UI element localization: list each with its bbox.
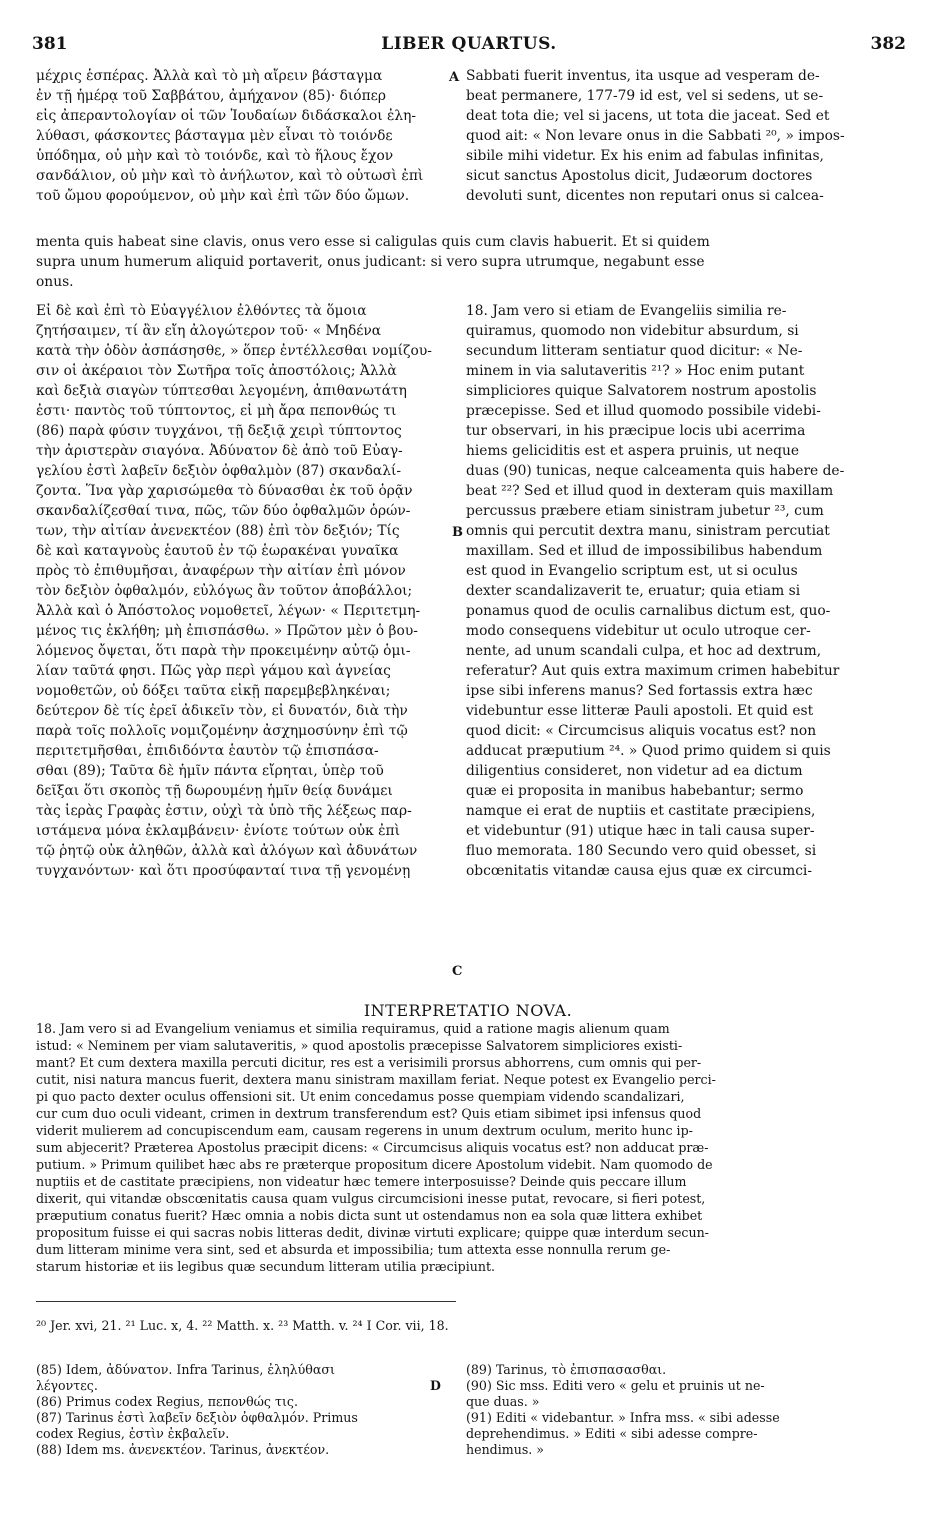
latin-text-line: obcœnitatis vitandæ causa ejus quæ ex circumci- bbox=[466, 863, 813, 879]
footnote-rule bbox=[36, 1301, 456, 1302]
greek-text-line: τὰς ἱερὰς Γραφὰς ἐστιν, οὐχὶ τὰ ὑπὸ τῆς λέξεως παρ- bbox=[36, 803, 412, 819]
critical-note-line: (85) Idem, ἀδύνατον. Infra Tarinus, ἐληλύθασι bbox=[36, 1362, 335, 1377]
interpretatio-line: pi quo pacto dexter oculus offensioni sit. Ut enim concedamus posse quempiam videndo scandalizari, bbox=[36, 1089, 685, 1104]
critical-note-line: (86) Primus codex Regius, πεπονθώς τις. bbox=[36, 1394, 298, 1409]
greek-text-line: σκανδαλίζεσθαί τινα, πῶς, τῶν δύο ὀφθαλμῶν ὁρών- bbox=[36, 503, 411, 519]
greek-text-line: ἐν τῇ ἡμέρᾳ τοῦ Σαββάτου, ἀμήχανον (85)· διόπερ bbox=[36, 88, 386, 104]
latin-text-line: quiramus, quomodo non videbitur absurdum, si bbox=[466, 323, 799, 339]
latin-text-line: quod dicit: « Circumcisus aliquis vocatus est? non bbox=[466, 723, 817, 739]
greek-text-line: ιστάμενα μόνα ἐκλαμβάνειν· ἐνίοτε τούτων οὐκ ἐπὶ bbox=[36, 823, 401, 839]
latin-text-line: ponamus quod de oculis carnalibus dictum est, quo- bbox=[466, 603, 831, 619]
greek-text-line: Εἰ δὲ καὶ ἐπὶ τὸ Εὐαγγέλιον ἐλθόντες τὰ ὅμοια bbox=[36, 303, 367, 319]
critical-note-line: (89) Tarinus, τὸ ἐπισπασασθαι. bbox=[466, 1362, 667, 1377]
greek-text-line: λίαν ταῦτά φησι. Πῶς γὰρ περὶ γάμου καὶ ἁγνείας bbox=[36, 663, 391, 679]
latin-text-line: adducat præputium ²⁴. » Quod primo quidem si quis bbox=[466, 743, 831, 759]
interpretatio-line: cutit, nisi natura mancus fuerit, dextera manu sinistram maxillam feriat. Neque potest ex Evangelio perci- bbox=[36, 1072, 716, 1087]
interpretatio-line: 18. Jam vero si ad Evangelium veniamus et similia requiramus, quid a ratione magis alienum quam bbox=[36, 1021, 670, 1036]
scripture-references: ²⁰ Jer. xvi, 21. ²¹ Luc. x, 4. ²² Matth. x. ²³ Matth. v. ²⁴ I Cor. vii, 18. bbox=[36, 1318, 449, 1333]
interpretatio-line: dum litteram minime vera sint, sed et absurda et impossibilia; tum attexta esse nonnulla rerum ge- bbox=[36, 1242, 671, 1257]
greek-text-line: γελίου ἐστὶ λαβεῖν δεξιὸν ὀφθαλμὸν (87) σκανδαλί- bbox=[36, 463, 402, 479]
latin-text-line: modo consequens videbitur ut oculo utroque cer- bbox=[466, 623, 811, 639]
critical-note-line: hendimus. » bbox=[466, 1442, 544, 1457]
critical-note-line: (87) Tarinus ἐστὶ λαβεῖν δεξιὸν ὀφθαλμόν. Primus bbox=[36, 1410, 358, 1425]
latin-text-line: præcepisse. Sed et illud quomodo possibile videbi- bbox=[466, 403, 821, 419]
greek-text-line: λύθασι, φάσκοντες βάσταγμα μὲν εἶναι τὸ τοιόνδε bbox=[36, 128, 393, 144]
greek-text-line: των, τὴν αἰτίαν ἀνενεκτέον (88) ἐπὶ τὸν δεξιόν; Τίς bbox=[36, 523, 400, 539]
latin-text-line: quod ait: « Non levare onus in die Sabbati ²⁰, » impos- bbox=[466, 128, 845, 144]
greek-text-line: (86) παρὰ φύσιν τυγχάνοι, τῇ δεξιᾷ χειρὶ τύπτοντος bbox=[36, 423, 402, 439]
greek-text-line: σιν οἱ ἀκέραιοι τὸν Σωτῆρα τοῖς ἀποστόλοις; Ἀλλὰ bbox=[36, 363, 397, 379]
latin-text-line: duas (90) tunicas, neque calceamenta quis habere de- bbox=[466, 463, 845, 479]
latin-text-line: hiems geliciditis est et aspera pruinis, ut neque bbox=[466, 443, 800, 459]
greek-text-line: δεῖξαι ὅτι σκοπὸς τῇ δωρουμένῃ ἡμῖν θείᾳ δυνάμει bbox=[36, 783, 393, 799]
interpretatio-line: mant? Et cum dextera maxilla percuti dicitur, res est a verisimili prorsus abhorrens, cum omnis qui per- bbox=[36, 1055, 702, 1070]
critical-note-line: λέγοντες. bbox=[36, 1378, 98, 1393]
critical-note-line: (90) Sic mss. Editi vero « gelu et pruinis ut ne- bbox=[466, 1378, 765, 1393]
notes-right bbox=[466, 1362, 906, 1458]
critical-note-line: deprehendimus. » Editi « sibi adesse compre- bbox=[466, 1426, 758, 1441]
greek-text-line: εἰς ἀπεραντολογίαν οἱ τῶν Ἰουδαίων διδάσκαλοι ἐλη- bbox=[36, 108, 417, 124]
interpretatio-nova-text bbox=[36, 1020, 906, 1275]
latin-text-line: fluo memorata. 180 Secundo vero quid obesset, si bbox=[466, 843, 817, 859]
greek-text-line: περιτετμῆσθαι, ἐπιδιδόντα ἑαυτὸν τῷ ἐπισπάσα- bbox=[36, 743, 379, 759]
greek-text-line: κατὰ τὴν ὁδὸν ἀσπάσησθε, » ὅπερ ἐντέλλεσθαι νομίζου- bbox=[36, 343, 432, 359]
interpretatio-line: propositum fuisse ei qui sacras nobis litteras dedit, divinæ virtuti explicare; quippe quæ interdum secun- bbox=[36, 1225, 709, 1240]
latin-text-line: diligentius consideret, non videtur ad ea dictum bbox=[466, 763, 803, 779]
margin-letter-b: B bbox=[452, 525, 463, 540]
latin-text-line: 18. Jam vero si etiam de Evangeliis similia re- bbox=[466, 303, 787, 319]
latin-column-top bbox=[466, 66, 906, 206]
latin-column-main bbox=[466, 301, 906, 881]
critical-note-line: (91) Editi « videbantur. » Infra mss. « sibi adesse bbox=[466, 1410, 780, 1425]
scripture-notes bbox=[36, 1318, 906, 1334]
greek-text-line: παρὰ τοῖς πολλοῖς νομιζομένην ἀσχημοσύνην ἐπὶ τῷ bbox=[36, 723, 408, 739]
interpretatio-line: istud: « Neminem per viam salutaveritis, » quod apostolis præcepisse Salvatorem simpliciores existi- bbox=[36, 1038, 683, 1053]
greek-text-line: ζοντα. Ἵνα γὰρ χαρισώμεθα τὸ δύνασθαι ἐκ τοῦ ὁρᾷν bbox=[36, 483, 413, 499]
critical-note-line: que duas. » bbox=[466, 1394, 540, 1409]
latin-text-line: quæ ei proposita in manibus habebantur; sermo bbox=[466, 783, 804, 799]
latin-text-line: deat tota die; vel si jacens, ut tota die jaceat. Sed et bbox=[466, 108, 830, 124]
interpretatio-line: putium. » Primum quilibet hæc abs re præterque propositum dicere Apostolum videbit. Nam quomodo de bbox=[36, 1157, 713, 1172]
greek-text-line: πρὸς τὸ ἐπιθυμῆσαι, ἀναφέρων τὴν αἰτίαν ἐπὶ μόνον bbox=[36, 563, 406, 579]
page-number-left: 381 bbox=[32, 34, 68, 54]
latin-text-line: nente, ad unum scandali culpa, et hoc ad dextrum, bbox=[466, 643, 822, 659]
greek-text-line: καὶ δεξιὰ σιαγὼν τύπτεσθαι λεγομένη, ἀπιθανωτάτη bbox=[36, 383, 407, 399]
greek-text-line: Ἀλλὰ καὶ ὁ Ἀπόστολος νομοθετεῖ, λέγων· « Περιτετμη- bbox=[36, 603, 421, 619]
latin-text-line: devoluti sunt, dicentes non reputari onus si calcea- bbox=[466, 188, 824, 204]
greek-text-line: μένος τις ἐκλήθη; μὴ ἐπισπάσθω. » Πρῶτον μὲν ὁ βου- bbox=[36, 623, 418, 639]
greek-text-line: μέχρις ἑσπέρας. Ἀλλὰ καὶ τὸ μὴ αἴρειν βάσταγμα bbox=[36, 68, 383, 84]
latin-text-line: beat ²²? Sed et illud quod in dexteram quis maxillam bbox=[466, 483, 834, 499]
greek-text-line: δὲ καὶ καταγνοὺς ἑαυτοῦ ἐν τῷ ἑωρακέναι γυναῖκα bbox=[36, 543, 399, 559]
greek-text-line: τῷ ῥητῷ οὐκ ἀληθῶν, ἀλλὰ καὶ ἀλόγων καὶ ἀδυνάτων bbox=[36, 843, 418, 859]
latin-text-line: Sabbati fuerit inventus, ita usque ad vesperam de- bbox=[466, 68, 820, 84]
interpretatio-line: nuptiis et de castitate præcipiens, non videatur hæc temere interposuisse? Deinde quis peccare illum bbox=[36, 1174, 687, 1189]
greek-text-line: τὴν ἀριστερὰν σιαγόνα. Ἀδύνατον δὲ ἀπὸ τοῦ Εὐαγ- bbox=[36, 443, 403, 459]
greek-text-line: νομοθετῶν, οὐ δόξει ταῦτα εἰκῇ παρεμβεβληκέναι; bbox=[36, 683, 391, 699]
interpretatio-line: sum abjecerit? Præterea Apostolus præcipit dicens: « Circumcisus aliquis vocatus est? non adducat præ- bbox=[36, 1140, 709, 1155]
latin-text-line: tur observari, in his præcipue locis ubi acerrima bbox=[466, 423, 806, 439]
latin-text-line: minem in via salutaveritis ²¹? » Hoc enim putant bbox=[466, 363, 805, 379]
latin-text-line: dexter scandalizaverit te, eruatur; quia etiam si bbox=[466, 583, 801, 599]
latin-text-line: referatur? Aut quis extra maximum crimen habebitur bbox=[466, 663, 840, 679]
latin-text-line: et videbuntur (91) utique hæc in tali causa super- bbox=[466, 823, 815, 839]
latin-text-line: omnis qui percutit dextra manu, sinistram percutiat bbox=[466, 523, 830, 539]
running-header bbox=[32, 34, 906, 58]
latin-text-line: simpliciores quique Salvatorem nostrum apostolis bbox=[466, 383, 817, 399]
greek-text-line: ζητήσαιμεν, τί ἂν εἴη ἀλογώτερον τοῦ· « Μηδένα bbox=[36, 323, 382, 339]
greek-column-top bbox=[36, 66, 446, 206]
critical-note-line: (88) Idem ms. ἀνενεκτέον. Tarinus, ἀνεκτέον. bbox=[36, 1442, 330, 1457]
latin-text-line: sibile mihi videtur. Ex his enim ad fabulas infinitas, bbox=[466, 148, 824, 164]
notes-left bbox=[36, 1362, 466, 1458]
greek-text-line: σθαι (89); Ταῦτα δὲ ἡμῖν πάντα εἴρηται, ὑπὲρ τοῦ bbox=[36, 763, 384, 779]
latin-text-line: namque ei erat de nuptiis et castitate præcipiens, bbox=[466, 803, 816, 819]
latin-text-line: secundum litteram sentiatur quod dicitur: « Ne- bbox=[466, 343, 803, 359]
critical-note-line: codex Regius, ἐστὶν ἐκβαλεῖν. bbox=[36, 1426, 230, 1441]
latin-span-lines bbox=[36, 232, 906, 292]
greek-text-line: δεύτερον δὲ τίς ἐρεῖ ἀδικεῖν τὸν, εἰ δυνατόν, διὰ τὴν bbox=[36, 703, 408, 719]
latin-text-line: menta quis habeat sine clavis, onus vero esse si caligulas quis cum clavis habuerit. Et si quidem bbox=[36, 234, 710, 250]
running-title: LIBER QUARTUS. bbox=[381, 34, 557, 54]
greek-text-line: λόμενος ὄψεται, ὅτι παρὰ τὴν προκειμένην αὐτῷ ὁμι- bbox=[36, 643, 411, 659]
greek-text-line: σανδάλιον, οὐ μὴν καὶ τὸ ἀνήλωτον, καὶ τὸ οὑτωσὶ ἐπὶ bbox=[36, 168, 424, 184]
latin-text-line: maxillam. Sed et illud de impossibilibus habendum bbox=[466, 543, 823, 559]
greek-text-line: τοῦ ὤμου φορούμενον, οὐ μὴν καὶ ἐπὶ τῶν δύο ὤμων. bbox=[36, 188, 410, 204]
interpretatio-line: viderit mulierem ad concupiscendum eam, causam regerens in unum dextrum oculum, merito hunc ip- bbox=[36, 1123, 693, 1138]
interpretatio-line: cur cum duo oculi videant, crimen in dextrum transferendum est? Quis etiam sibimet ipsi infensus quod bbox=[36, 1106, 702, 1121]
section-title: INTERPRETATIO NOVA. bbox=[363, 1001, 573, 1020]
greek-text-line: ἐστι· παντὸς τοῦ τύπτοντος, εἰ μὴ ἄρα πεπονθώς τι bbox=[36, 403, 397, 419]
margin-letter-a: A bbox=[449, 70, 460, 85]
margin-letter-c: C bbox=[452, 964, 463, 979]
interpretatio-line: præputium conatus fuerit? Hæc omnia a nobis dicta sunt ut ostendamus non ea sola quæ littera exhibet bbox=[36, 1208, 703, 1223]
greek-text-line: τὸν δεξιὸν ὀφθαλμόν, εὐλόγως ἂν τοῦτον ἀποβάλλοι; bbox=[36, 583, 413, 599]
latin-text-line: sicut sanctus Apostolus dicit, Judæorum doctores bbox=[466, 168, 813, 184]
greek-text-line: ὑπόδημα, οὐ μὴν καὶ τὸ τοιόνδε, καὶ τὸ ἥλους ἔχον bbox=[36, 148, 394, 164]
latin-text-line: supra unum humerum aliquid portaverit, onus judicant: si vero supra utrumque, negabunt esse bbox=[36, 254, 705, 270]
interpretatio-line: dixerit, qui vitandæ obscœnitatis causa quam vulgus circumcisioni inesse putat, revocare, si fieri potest, bbox=[36, 1191, 706, 1206]
latin-text-line: ipse sibi inferens manus? Sed fortassis extra hæc bbox=[466, 683, 813, 699]
latin-text-line: percussus præbere etiam sinistram jubetur ²³, cum bbox=[466, 503, 824, 519]
latin-text-line: videbuntur esse litteræ Pauli apostoli. Et quid est bbox=[466, 703, 814, 719]
latin-text-line: onus. bbox=[36, 274, 74, 290]
latin-text-line: est quod in Evangelio scriptum est, ut si oculus bbox=[466, 563, 798, 579]
greek-text-line: τυγχανόντων· καὶ ὅτι προσύφανταί τινα τῇ γενομένῃ bbox=[36, 863, 411, 879]
page-number-right: 382 bbox=[870, 34, 906, 54]
interpretatio-line: starum historiæ et iis legibus quæ secundum litteram utilia præcipiunt. bbox=[36, 1259, 496, 1274]
latin-text-line: beat permanere, 177-79 id est, vel si sedens, ut se- bbox=[466, 88, 824, 104]
greek-column-main bbox=[36, 301, 456, 881]
margin-letter-d: D bbox=[430, 1378, 441, 1393]
